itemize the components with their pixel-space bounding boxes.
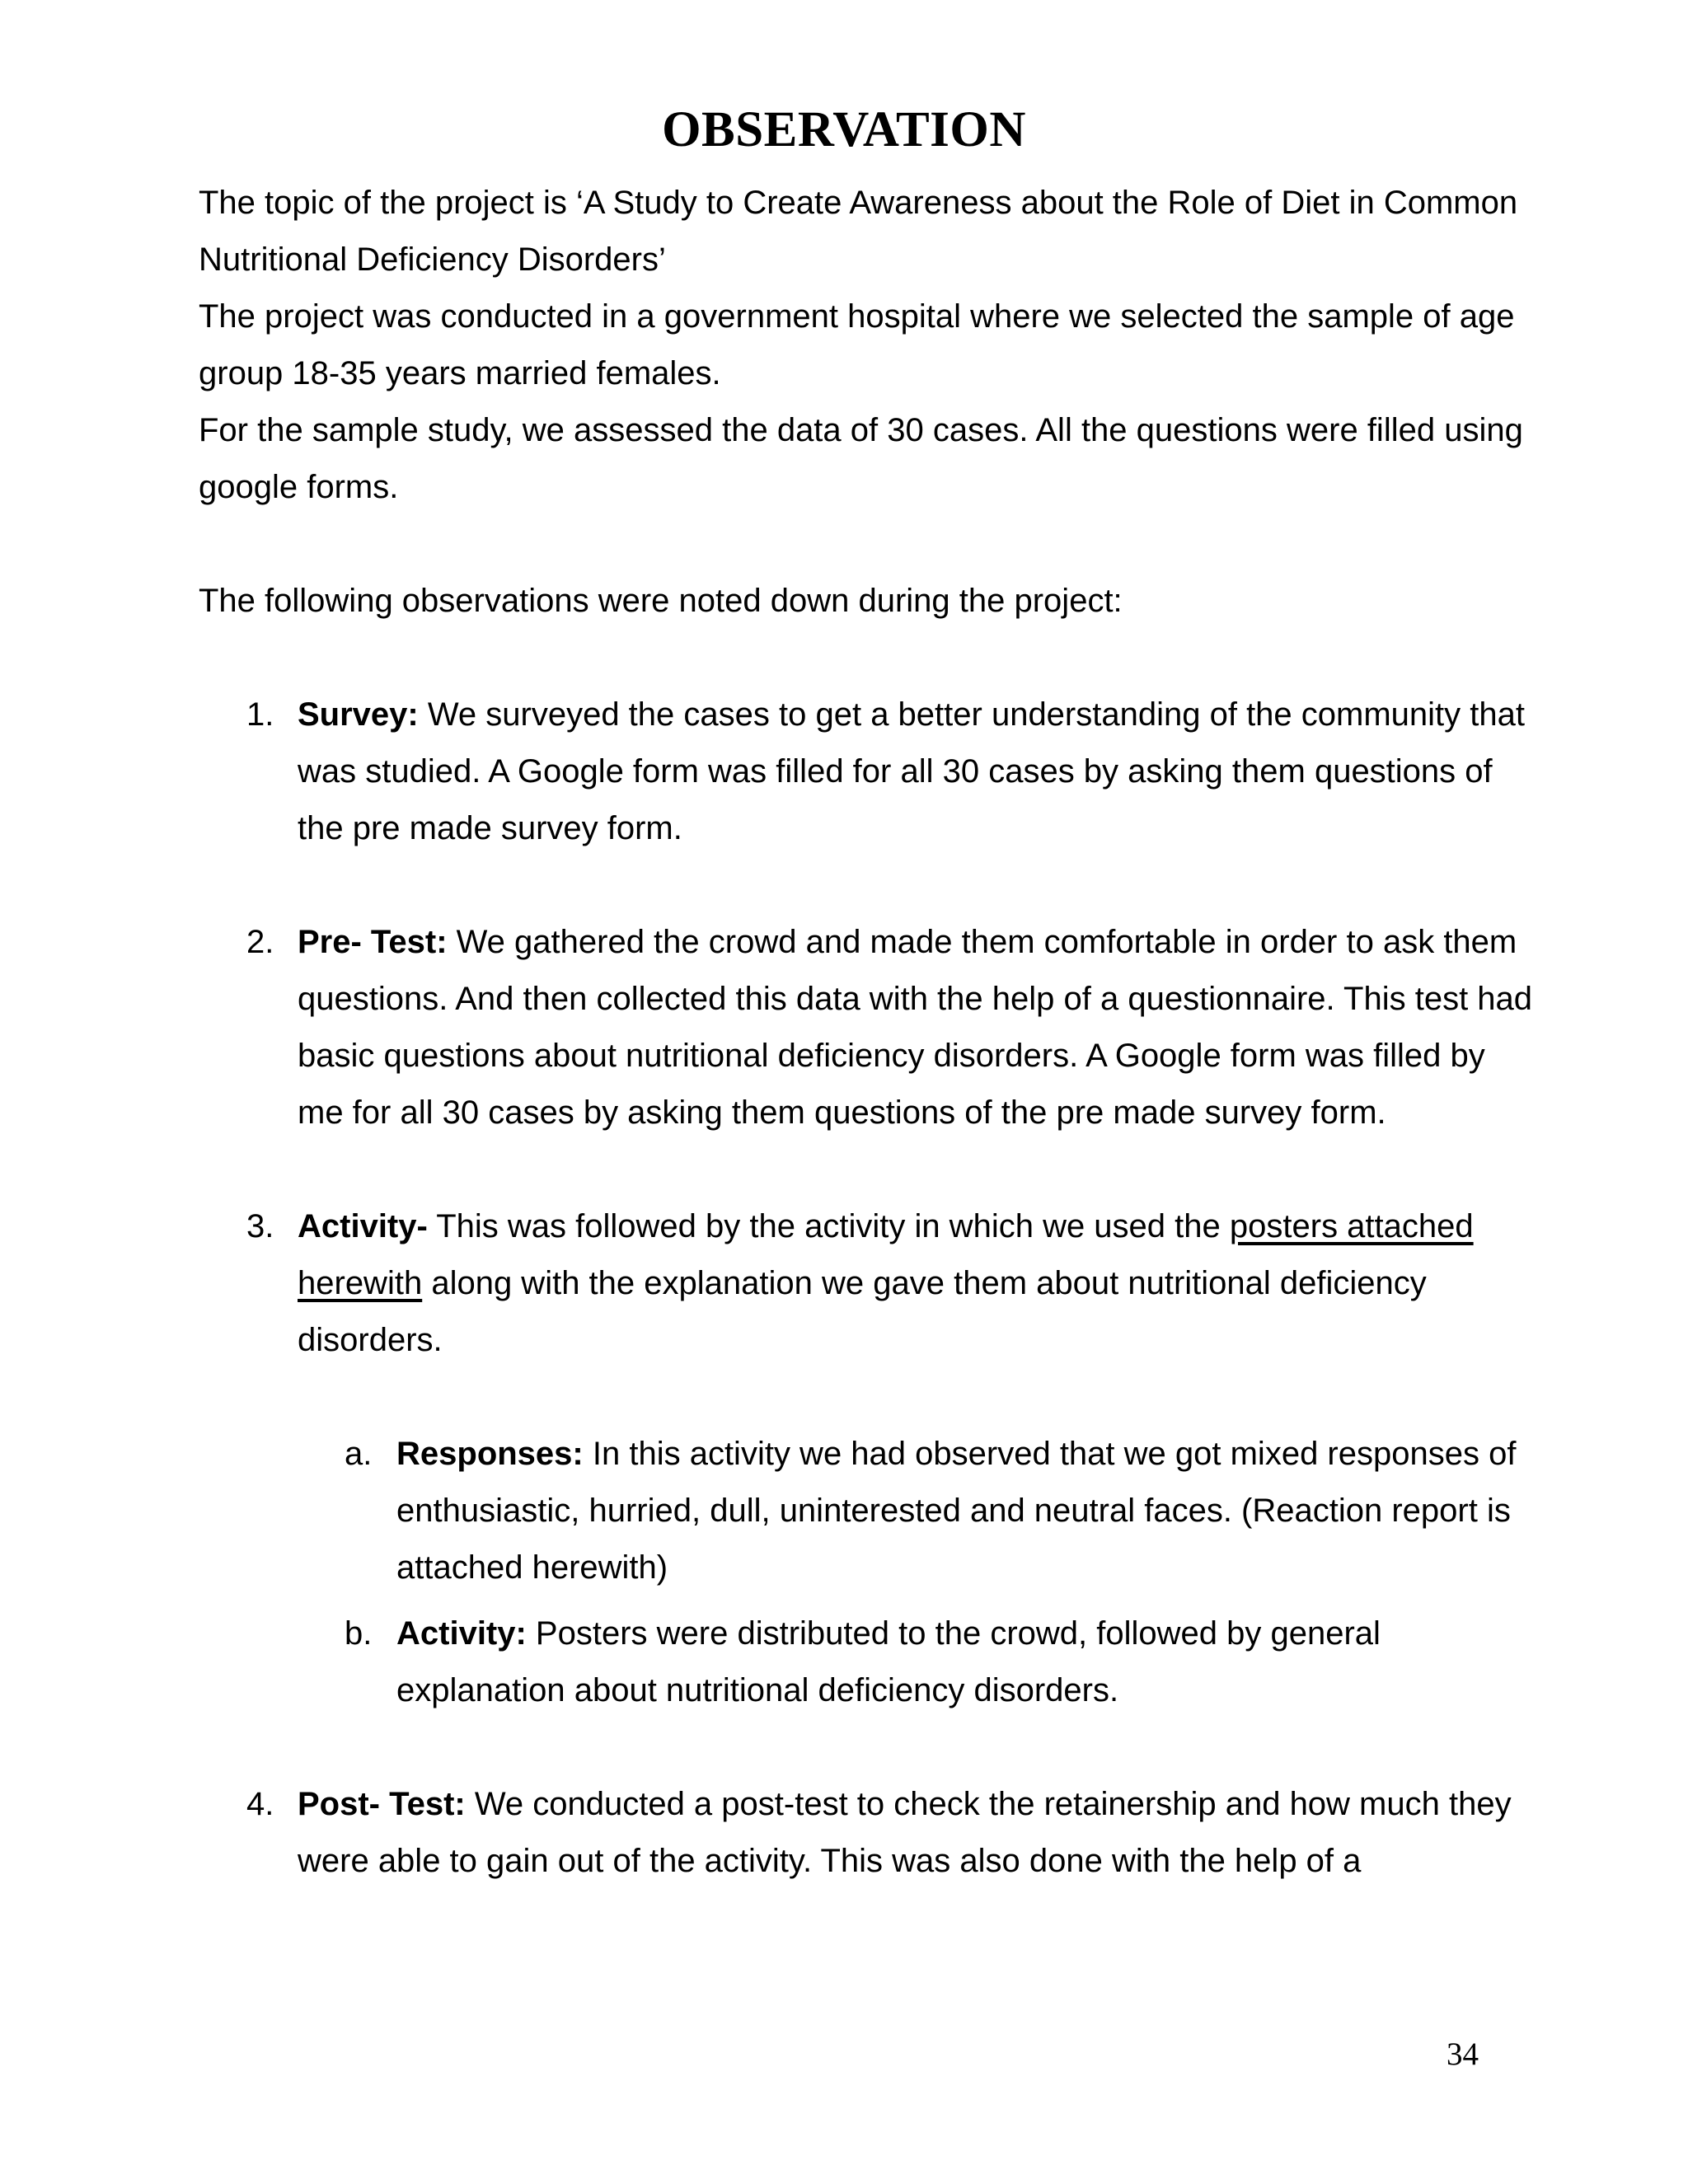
list-item-heading: Pre- Test:	[298, 924, 448, 960]
list-item-text: along with the explanation we gave them about nutritional deficiency disorders.	[298, 1265, 1427, 1358]
list-item-heading: Survey:	[298, 696, 419, 733]
intro-sample-paragraph: For the sample study, we assessed the data of 30 cases. All the questions were filled using google forms.	[199, 412, 1523, 505]
list-item-number: 1.	[246, 696, 274, 733]
sublist-item-letter: a.	[345, 1436, 373, 1472]
activity-sublist	[199, 1426, 1534, 1719]
list-item-heading: Activity-	[298, 1208, 428, 1244]
page-title: OBSERVATION	[662, 102, 1026, 157]
list-item-text: We surveyed the cases to get a better understanding of the community that was studied. A Google form was filled for all 30 cases by asking them questions of the pre made survey form.	[298, 696, 1525, 846]
page-number: 34	[1447, 2036, 1479, 2072]
observations-lead-paragraph: The following observations were noted down during the project:	[199, 583, 1123, 619]
intro-topic-paragraph: The topic of the project is ‘A Study to Create Awareness about the Role of Diet in Common Nutritional Deficiency Disorders’	[199, 185, 1518, 278]
observations-list	[199, 687, 1534, 1890]
sublist-item-text: In this activity we had observed that we got mixed responses of enthusiastic, hurried, dull, uninterested and neutral faces. (Reaction report is attached herewith)	[396, 1436, 1517, 1586]
list-item-number: 3.	[246, 1208, 274, 1244]
list-item-heading: Post- Test:	[298, 1786, 466, 1822]
list-item-text: This was followed by the activity in which we used the	[427, 1208, 1230, 1244]
spacer	[199, 630, 1534, 687]
spacer	[199, 857, 1534, 914]
sublist-item-letter: b.	[345, 1615, 373, 1652]
list-item-text: We gathered the crowd and made them comfortable in order to ask them questions. And then collected this data with the help of a questionnaire. This test had basic questions about nutritional deficiency disorders. A Google form was filled by me for all 30 cases by asking them questions of the pre made survey form.	[298, 924, 1533, 1131]
sublist-item-heading: Responses:	[396, 1436, 584, 1472]
activity-sublist-container	[199, 1426, 1534, 1719]
spacer	[199, 1728, 1534, 1776]
list-item-number: 2.	[246, 924, 274, 960]
sublist-item-text: Posters were distributed to the crowd, followed by general explanation about nutritional deficiency disorders.	[396, 1615, 1381, 1708]
spacer	[199, 516, 1534, 573]
list-item-activity	[199, 1198, 1534, 1369]
list-item-pre-test	[199, 914, 1534, 1141]
intro-hospital-paragraph: The project was conducted in a government hospital where we selected the sample of age group 18-35 years married females.	[199, 298, 1515, 391]
sublist-item-activity	[199, 1605, 1534, 1719]
spacer	[199, 1369, 1534, 1426]
list-item-text: We conducted a post-test to check the retainership and how much they were able to gain out of the activity. This was also done with the help of a	[298, 1786, 1512, 1879]
posters-attached-reference: posters attached herewith	[298, 1208, 1474, 1301]
sublist-item-heading: Activity:	[396, 1615, 527, 1652]
sublist-item-responses	[199, 1426, 1534, 1596]
list-item-number: 4.	[246, 1786, 274, 1822]
document-body	[199, 175, 1534, 1890]
spacer	[199, 1141, 1534, 1198]
list-item-post-test	[199, 1776, 1534, 1890]
list-item-survey	[199, 687, 1534, 857]
